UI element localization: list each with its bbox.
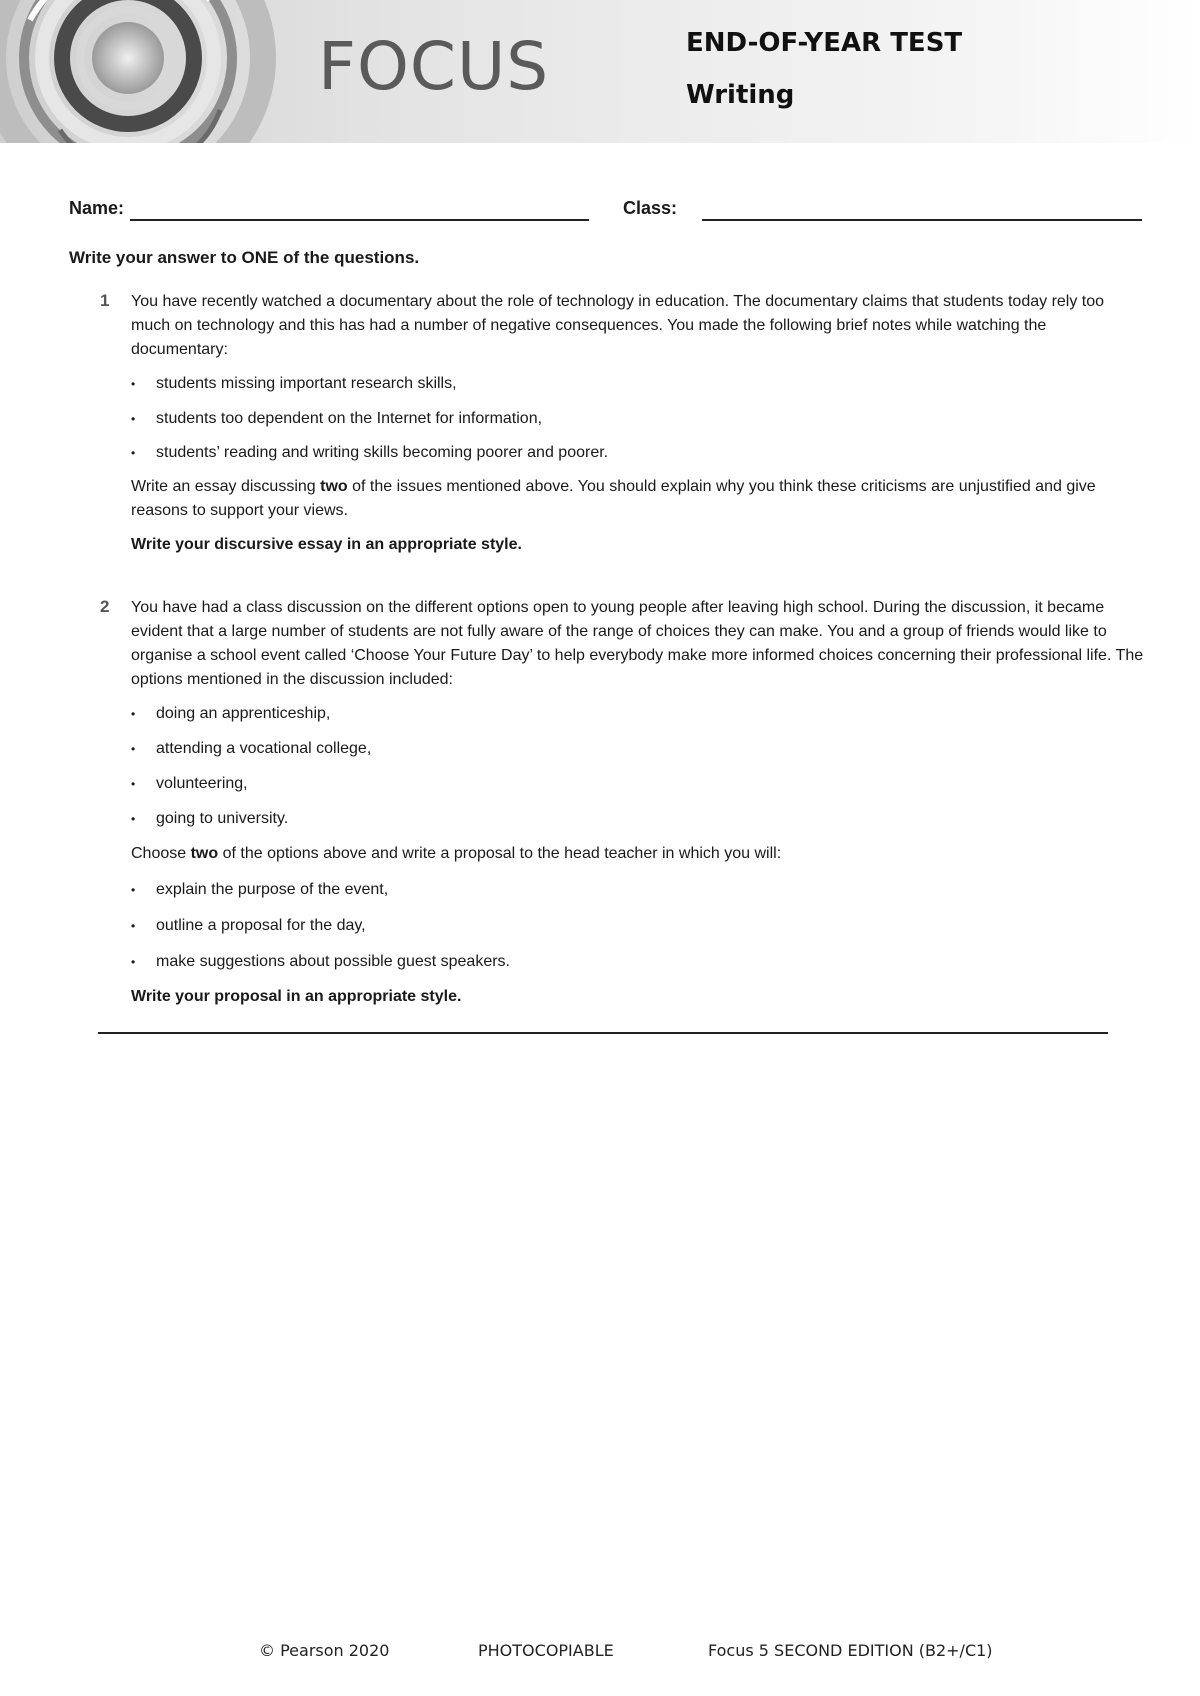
question-intro: You have recently watched a documentary about the role of technology in education. The documentary claims that students today rely too much on technology and this has had a number of negative consequences. You made the following brief notes while watching the documentary: [131, 293, 1105, 358]
header-banner [0, 0, 1200, 143]
question-2 [131, 596, 1145, 1009]
list-item: • students’ reading and writing skills becoming poorer and poorer. [131, 441, 1145, 465]
class-field[interactable] [702, 219, 1142, 221]
divider [98, 1032, 1108, 1034]
instruction: Write your answer to ONE of the questions. [69, 248, 420, 267]
rings-graphic-icon [0, 0, 300, 143]
class-label: Class: [623, 198, 678, 218]
question-number: 1 [100, 291, 110, 310]
list-item: • attending a vocational college, [131, 737, 1145, 761]
question-task: Write an essay discussing two of the issues mentioned above. You should explain why you think these criticisms are unjustified and give reasons to support your views. [131, 478, 1096, 519]
list-item: • explain the purpose of the event, [131, 878, 1145, 902]
test-title: END-OF-YEAR TEST [686, 28, 963, 58]
test-subtitle: Writing [686, 80, 795, 110]
question-number: 2 [100, 597, 110, 616]
list-item: • students too dependent on the Internet for information, [131, 407, 1145, 431]
list-item: • make suggestions about possible guest speakers. [131, 950, 1145, 974]
question-task: Choose two of the options above and write a proposal to the head teacher in which you will: [131, 845, 782, 862]
footer-copyright: © Pearson 2020 [259, 1641, 390, 1660]
list-item: • volunteering, [131, 772, 1145, 796]
list-item: • doing an apprenticeship, [131, 702, 1145, 726]
footer-photocopiable: PHOTOCOPIABLE [478, 1641, 614, 1660]
focus-logo: FOCUS [318, 28, 550, 105]
name-label: Name: [69, 198, 125, 218]
style-note: Write your discursive essay in an appropriate style. [131, 536, 522, 553]
list-item: • outline a proposal for the day, [131, 914, 1145, 938]
list-item: • going to university. [131, 807, 1145, 831]
question-intro: You have had a class discussion on the different options open to young people after leaving high school. During the discussion, it became evident that a large number of students are not fully aware of the range of choices they can make. You and a group of friends would like to organise a school event called ‘Choose Your Future Day’ to help everybody make more informed choices concerning their professional life. The options mentioned in the discussion included: [131, 599, 1144, 688]
question-1 [131, 290, 1145, 557]
list-item: • students missing important research skills, [131, 372, 1145, 396]
footer-edition: Focus 5 SECOND EDITION (B2+/C1) [708, 1641, 993, 1660]
style-note: Write your proposal in an appropriate style. [131, 988, 462, 1005]
name-field[interactable] [130, 219, 589, 221]
